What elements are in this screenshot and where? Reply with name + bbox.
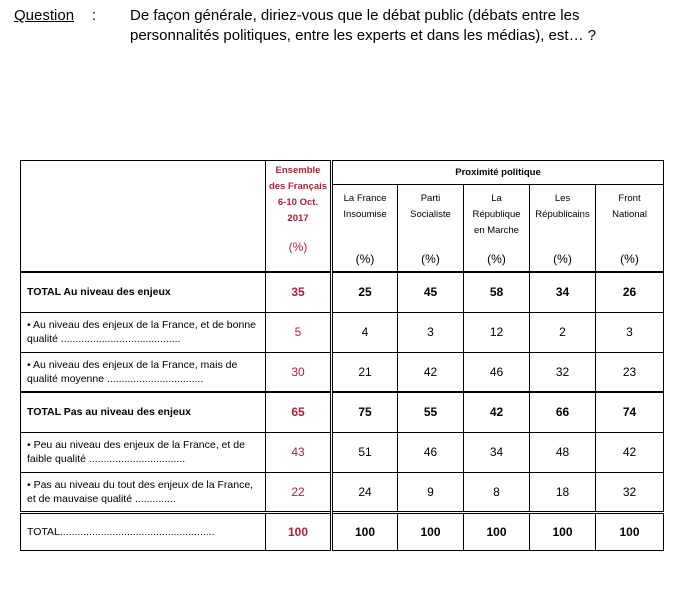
party-name-line: Parti (420, 192, 441, 204)
party-pct-label: (%) (487, 252, 506, 266)
table-row (21, 432, 664, 472)
ensemble-value: 5 (266, 312, 332, 352)
party-value: 100 (464, 512, 530, 550)
party-value: 46 (398, 432, 464, 472)
party-value: 51 (332, 432, 398, 472)
party-value: 100 (398, 512, 464, 550)
ensemble-header-line: 6-10 Oct. (277, 197, 319, 208)
party-header (398, 184, 464, 272)
proximite-title: Proximité politique (332, 161, 664, 185)
row-label: TOTAL Pas au niveau des enjeux (21, 392, 266, 432)
party-value: 32 (530, 352, 596, 392)
question-colon: : (92, 7, 97, 24)
ensemble-header-line: 2017 (287, 213, 309, 224)
party-header (332, 184, 398, 272)
party-value: 100 (332, 512, 398, 550)
party-name-line: La France (343, 192, 387, 204)
table-row (21, 472, 664, 512)
party-name-line: Socialiste (410, 208, 451, 220)
row-label: • Au niveau des enjeux de la France, mais de qualité moyenne ................................. (21, 352, 266, 392)
party-pct-label: (%) (553, 252, 572, 266)
party-value: 3 (398, 312, 464, 352)
row-label: TOTAL..................................................... (21, 512, 266, 550)
ensemble-pct-label: (%) (288, 240, 308, 254)
party-pct-label: (%) (355, 252, 375, 266)
party-value: 8 (464, 472, 530, 512)
party-pct-label: (%) (620, 252, 639, 266)
party-value: 24 (332, 472, 398, 512)
party-name-line: en Marche (474, 224, 519, 236)
party-value: 4 (332, 312, 398, 352)
party-header (530, 184, 596, 272)
party-value: 75 (332, 392, 398, 432)
party-value: 34 (530, 272, 596, 312)
table-row (21, 272, 664, 312)
party-value: 100 (596, 512, 664, 550)
party-value: 45 (398, 272, 464, 312)
results-table (20, 160, 664, 551)
question-text: De façon générale, diriez-vous que le débat public (débats entre les personnalités politiques, entre les experts et dans les médias), est… ? (130, 7, 597, 44)
ensemble-value: 43 (266, 432, 332, 472)
party-value: 25 (332, 272, 398, 312)
ensemble-value: 35 (266, 272, 332, 312)
row-label: • Pas au niveau du tout des enjeux de la France, et de mauvaise qualité .............. (21, 472, 266, 512)
party-header (596, 184, 664, 272)
party-value: 100 (530, 512, 596, 550)
party-name-line: Républicains (535, 208, 590, 220)
ensemble-header-line: Ensemble (275, 165, 321, 176)
table-row (21, 352, 664, 392)
table-row (21, 512, 664, 550)
ensemble-header-line: des Français (268, 181, 328, 192)
party-name-line: République (472, 208, 521, 220)
row-label: TOTAL Au niveau des enjeux (21, 272, 266, 312)
table-row (21, 392, 664, 432)
party-value: 9 (398, 472, 464, 512)
ensemble-value: 100 (266, 512, 332, 550)
party-value: 42 (398, 352, 464, 392)
party-value: 42 (464, 392, 530, 432)
party-name-line: National (612, 208, 647, 220)
party-name-line: La (491, 192, 502, 204)
party-name-line: Front (618, 192, 641, 204)
party-value: 42 (596, 432, 664, 472)
party-header (464, 184, 530, 272)
ensemble-value: 65 (266, 392, 332, 432)
party-value: 26 (596, 272, 664, 312)
party-pct-label: (%) (421, 252, 440, 266)
party-value: 34 (464, 432, 530, 472)
ensemble-value: 30 (266, 352, 332, 392)
ensemble-value: 22 (266, 472, 332, 512)
party-value: 74 (596, 392, 664, 432)
question-label: Question (14, 7, 75, 24)
row-label: • Peu au niveau des enjeux de la France, et de faible qualité ................................. (21, 432, 266, 472)
party-value: 12 (464, 312, 530, 352)
party-value: 18 (530, 472, 596, 512)
party-name-line: Insoumise (343, 208, 387, 220)
party-value: 2 (530, 312, 596, 352)
party-name-line: Les (554, 192, 571, 204)
party-value: 23 (596, 352, 664, 392)
party-value: 66 (530, 392, 596, 432)
party-value: 48 (530, 432, 596, 472)
party-value: 58 (464, 272, 530, 312)
party-value: 46 (464, 352, 530, 392)
party-value: 55 (398, 392, 464, 432)
party-value: 32 (596, 472, 664, 512)
header-empty-cell (21, 161, 266, 273)
table-row (21, 312, 664, 352)
ensemble-header (266, 161, 332, 273)
party-value: 21 (332, 352, 398, 392)
row-label: • Au niveau des enjeux de la France, et de bonne qualité ......................................... (21, 312, 266, 352)
party-value: 3 (596, 312, 664, 352)
